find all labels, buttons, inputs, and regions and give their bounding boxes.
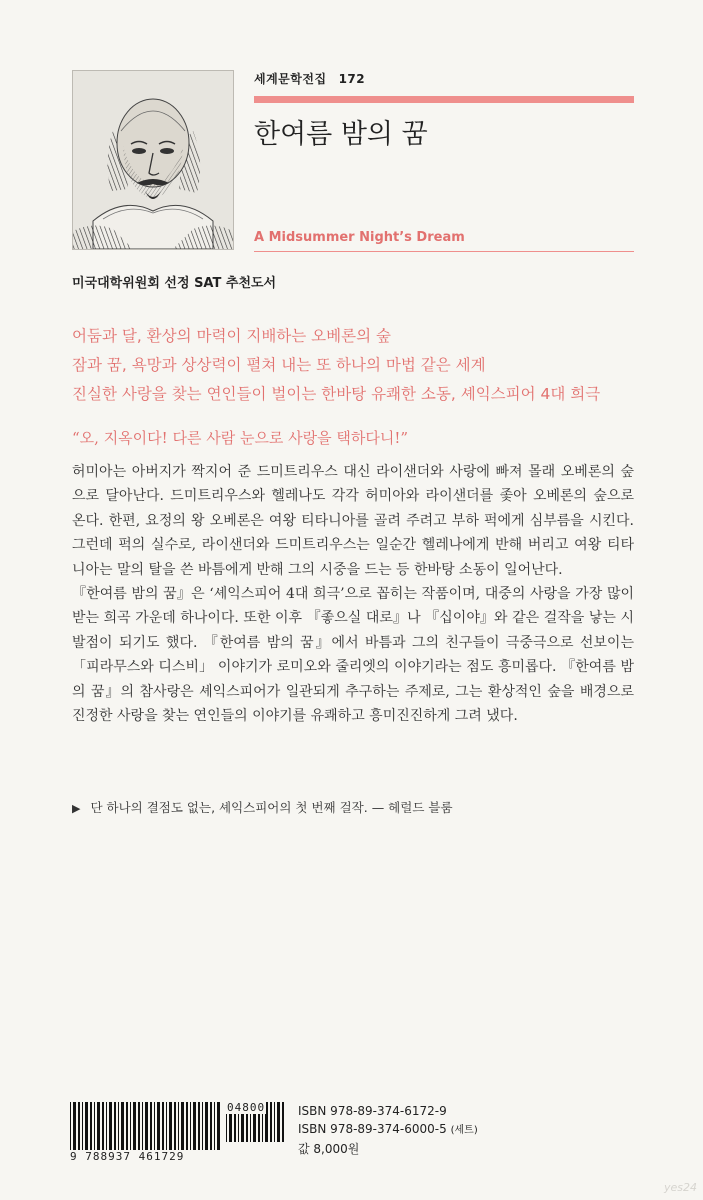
blurb-text: 단 하나의 결점도 없는, 셰익스피어의 첫 번째 걸작. — 헤럴드 블룸 [90, 800, 453, 815]
barcode-bar [102, 1102, 104, 1150]
barcode-bar [133, 1102, 136, 1150]
barcode-bar [186, 1102, 188, 1150]
barcode-bar [130, 1102, 131, 1150]
author-portrait [72, 70, 234, 250]
isbn-block [298, 1102, 478, 1158]
barcode-bar [190, 1102, 191, 1150]
synopsis [72, 460, 634, 728]
barcode-bar [109, 1102, 112, 1150]
barcode-bar [138, 1102, 140, 1150]
barcode-bar [126, 1102, 128, 1150]
barcode-bar [85, 1102, 88, 1150]
barcode-bar [162, 1102, 164, 1150]
barcode-bar [114, 1102, 116, 1150]
barcode-bar [270, 1102, 272, 1142]
barcode-bar [154, 1102, 155, 1150]
barcode-bar [94, 1102, 95, 1150]
tagline-list [72, 322, 600, 409]
barcode-bar [97, 1102, 100, 1150]
barcode-bar [106, 1102, 107, 1150]
pull-quote: “오, 지옥이다! 다른 사람 눈으로 사랑을 택하다니!” [72, 429, 409, 447]
barcode-bar [145, 1102, 148, 1150]
tagline: 어둠과 달, 환상의 마력이 지배하는 오베론의 숲 [72, 327, 391, 345]
watermark: yes24 [663, 1181, 697, 1194]
accent-divider [254, 251, 634, 252]
price-code-digits: 04800 [227, 1101, 266, 1114]
series-number: 172 [338, 72, 366, 86]
barcode-bar [90, 1102, 92, 1150]
barcode-bar [157, 1102, 160, 1150]
barcode-bar [277, 1102, 280, 1142]
barcode-bar [73, 1102, 76, 1150]
barcode-bar [193, 1102, 196, 1150]
tagline: 잠과 꿈, 욕망과 상상력이 펼쳐 내는 또 하나의 마법 같은 세계 [72, 356, 486, 374]
tagline: 진실한 사랑을 찾는 연인들이 벌이는 한바탕 유쾌한 소동, 셰익스피어 4대 희극 [72, 385, 601, 403]
series-label [254, 70, 365, 87]
barcode-bar [214, 1102, 215, 1150]
isbn-set-label: (세트) [450, 1125, 478, 1136]
barcode-bar [118, 1102, 119, 1150]
price-label: 값 8,000원 [298, 1142, 360, 1156]
synopsis-paragraph: 『한여름 밤의 꿈』은 ‘셰익스피어 4대 희극’으로 꼽히는 작품이며, 대중의 사랑을 가장 많이 받는 희곡 가운데 하나이다. 또한 이후 『좋으실 대로』나 『십이야』와 같은 걸작을 낳는 시발점이 되기도 했다. 『한여름 밤의 꿈』에서 바틈과 그의 친구들이 극중극으로 선보이는 「피라무스와 디스비」 이야기가 로미오와 줄리엣의 이야기라는 점도 흥미롭다. 『한여름 밤의 꿈』의 참사랑은 셰익스피어가 일관되게 추구하는 주제로, 그는 환상적인 숲을 배경으로 진정한 사랑을 찾는 연인들의 이야기를 유쾌하고 흥미진진하게 그려 냈다. [72, 586, 634, 725]
barcode-bar [142, 1102, 143, 1150]
synopsis-paragraph: 허미아는 아버지가 짝지어 준 드미트리우스 대신 라이샌더와 사랑에 빠져 몰래 오베론의 숲으로 달아난다. 드미트리우스와 헬레나도 각각 허미아와 라이샌더를 좇아 오베론의 숲으로 온다. 한편, 요정의 왕 오베론은 여왕 티타니아를 골려 주려고 부하 퍽에게 심부름을 시킨다. 그런데 퍽의 실수로, 라이샌더와 드미트리우스는 일순간 헬레나에게 반해 버리고 여왕 티타니아는 말의 탈을 쓴 바틈에게 반해 그의 시중을 드는 등 한바탕 소동이 일어난다. [72, 464, 634, 578]
barcode-bar [150, 1102, 152, 1150]
barcode-bar [166, 1102, 167, 1150]
accent-bar [254, 96, 634, 103]
triangle-right-icon: ▶ [72, 802, 81, 815]
barcode-digits: 9 788937 461729 [70, 1150, 185, 1163]
barcode-bar [121, 1102, 124, 1150]
barcode-bar [217, 1102, 220, 1150]
book-subtitle: A Midsummer Night’s Dream [254, 230, 465, 245]
review-blurb [72, 798, 453, 816]
isbn-line: ISBN 978-89-374-6172-9 [298, 1104, 447, 1118]
barcode-bar [210, 1102, 212, 1150]
barcode-bar [282, 1102, 284, 1142]
isbn-barcode [70, 1102, 222, 1152]
barcode-bar [202, 1102, 203, 1150]
barcode-bar [205, 1102, 208, 1150]
barcode-bar [181, 1102, 184, 1150]
barcode-bar [82, 1102, 83, 1150]
barcode-bar [274, 1102, 275, 1142]
book-title: 한여름 밤의 꿈 [254, 119, 428, 150]
barcode-bar [178, 1102, 179, 1150]
barcode-bar [198, 1102, 200, 1150]
portrait-engraving-icon [73, 71, 233, 249]
barcode-bar [169, 1102, 172, 1150]
barcode-bar [70, 1102, 71, 1150]
series-name: 세계문학전집 [254, 72, 327, 86]
isbn-line: ISBN 978-89-374-6000-5 [298, 1122, 447, 1136]
recommendation-label: 미국대학위원회 선정 SAT 추천도서 [72, 276, 277, 291]
barcode-bar [78, 1102, 80, 1150]
barcode-bar [174, 1102, 176, 1150]
